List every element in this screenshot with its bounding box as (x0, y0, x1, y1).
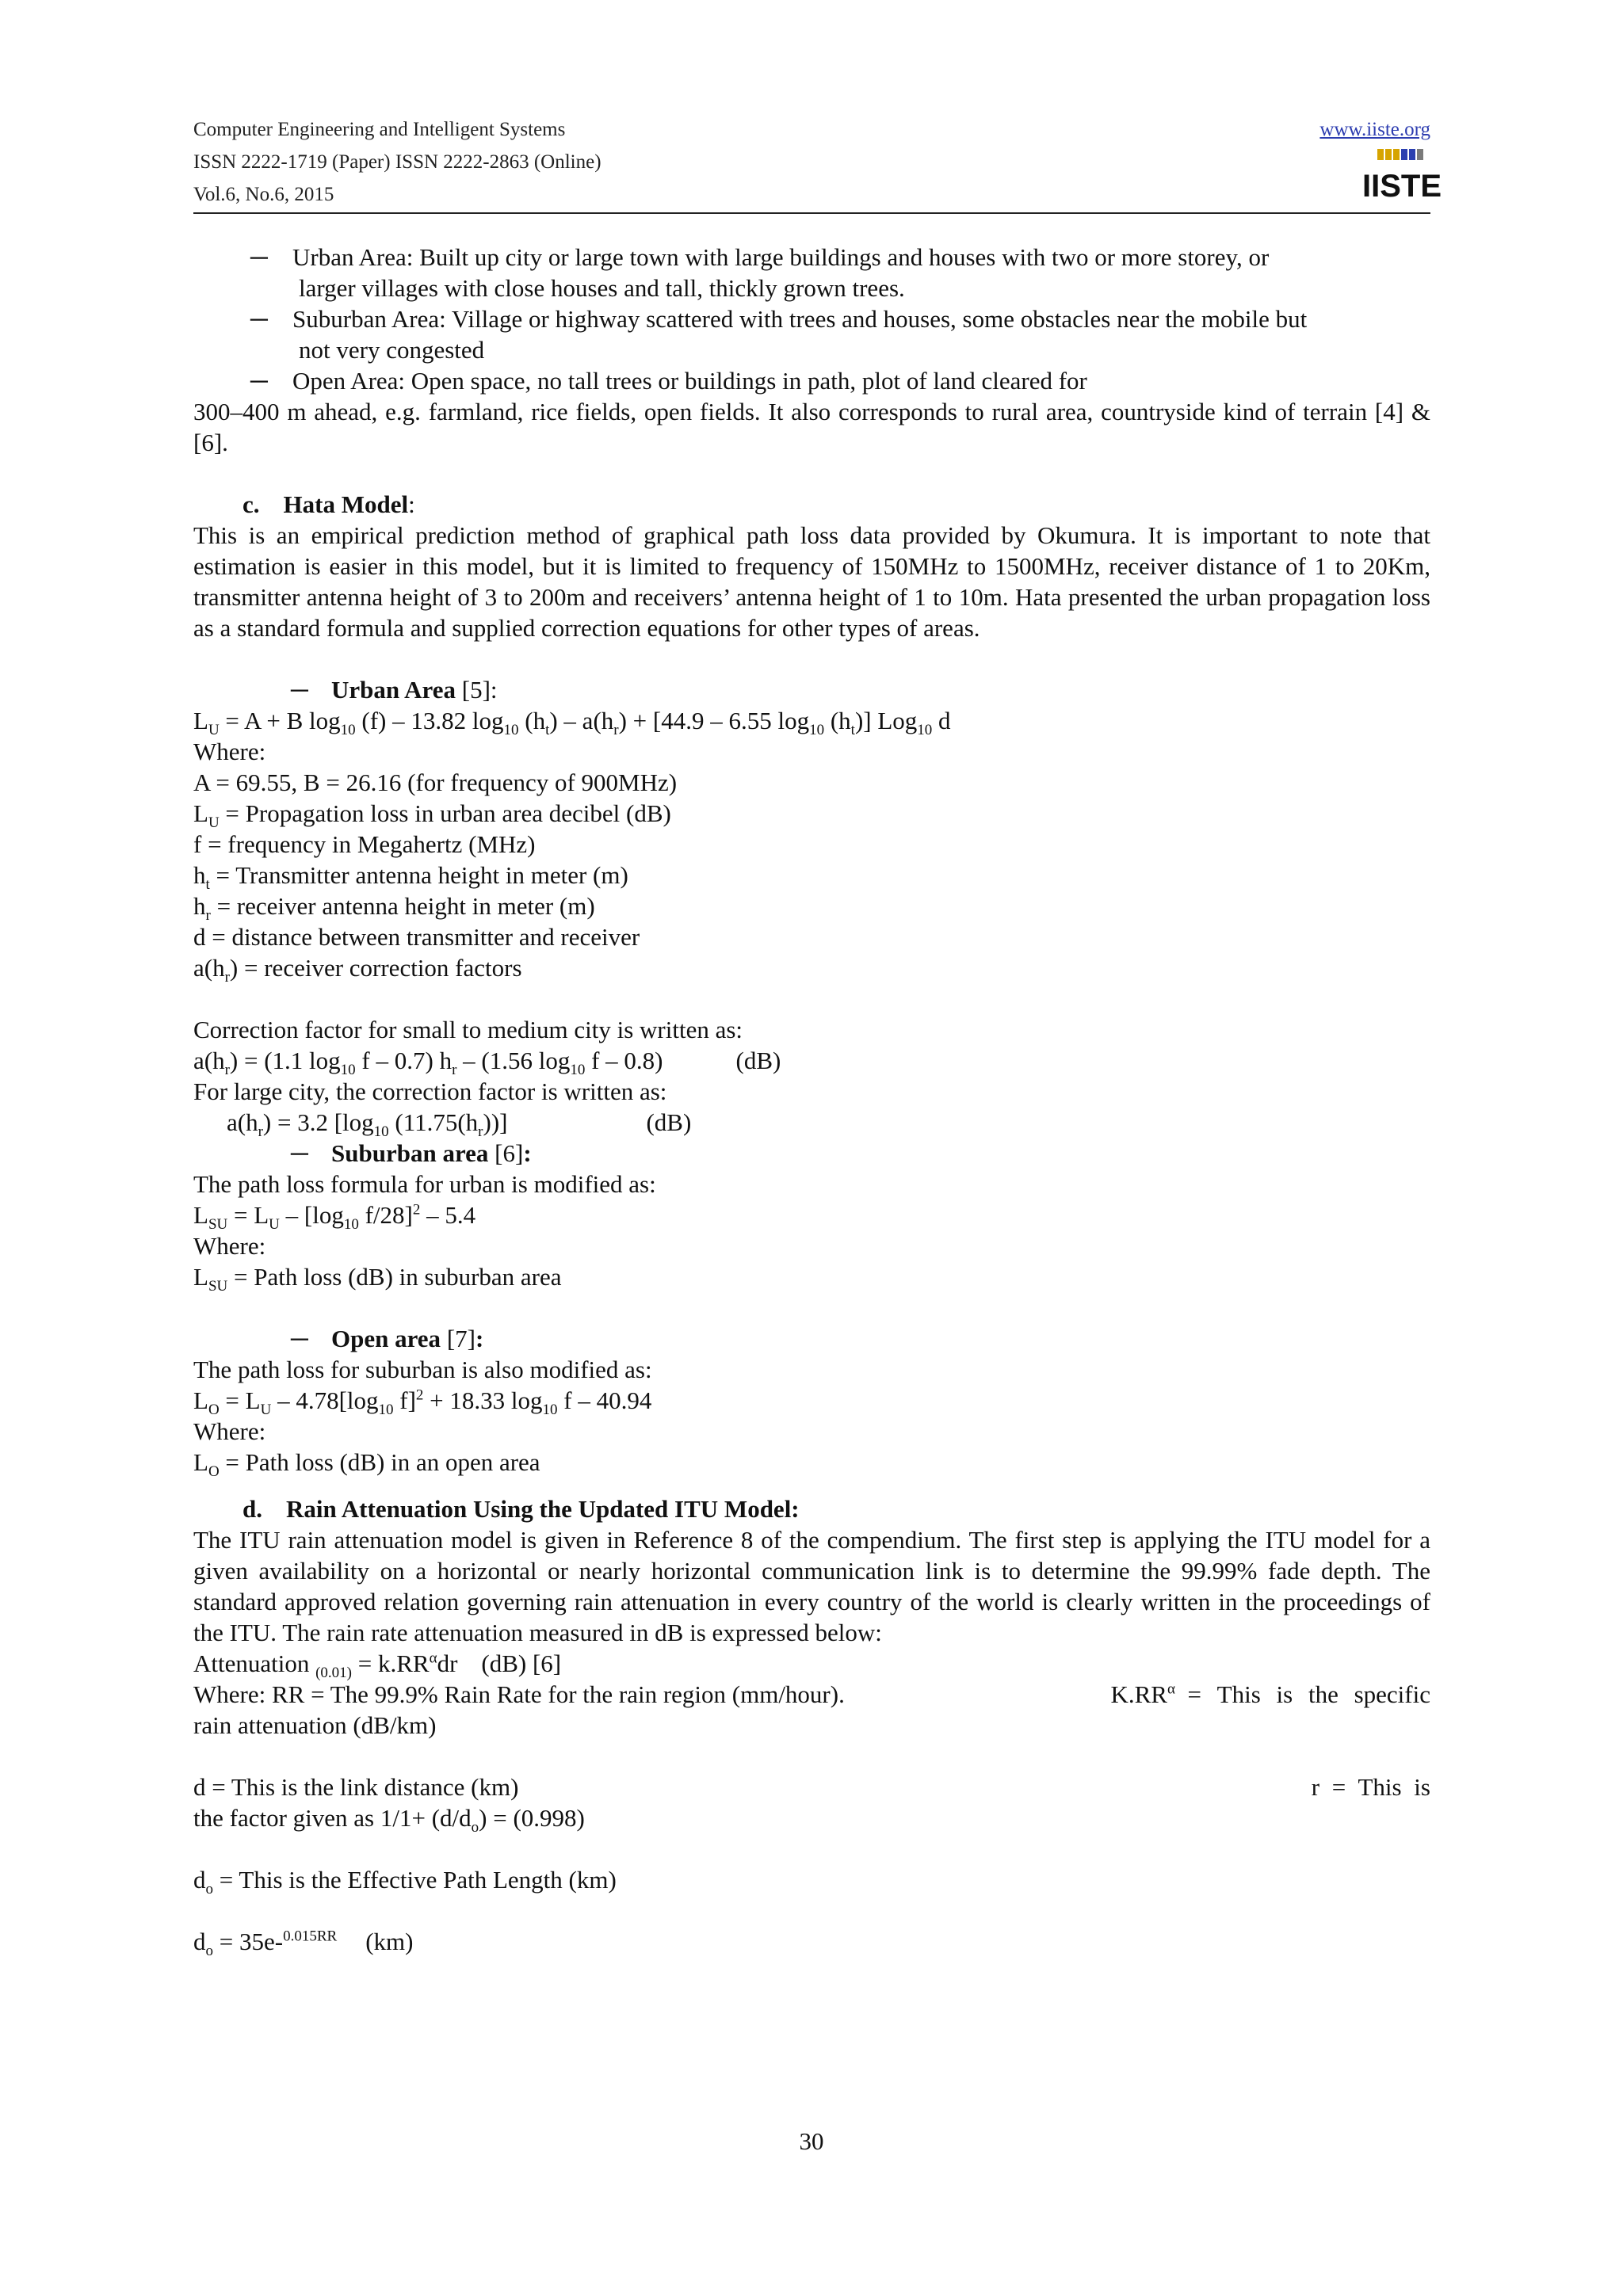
subheading-open: ─ Open area [7]: (291, 1325, 484, 1352)
def-ht: $h_t$ = Transmitter antenna height in meter (m) (193, 861, 628, 894)
def-a-b: A = 69.55, B = 26.16 (for frequency of 900MHz) (193, 769, 678, 796)
def-rr: Where: RR = The 99.9% Rain Rate for the rain region (mm/hour). $K.RR^\alpha$ = This is the specific (193, 1680, 1430, 1708)
def-lo: $L_O$ = Path loss (dB) in an open area (193, 1448, 540, 1481)
equation-urban-loss: $L_U = A + B$ $\log_{10} (f) - 13.82$ $\log_{10} (h_t) - a(h_r) + [44.9 - 6.55$ $\log_{10} (h_t)$] Log$_{10}$ d (193, 707, 951, 739)
equation-suburban: $L_{SU} = L_U - [\log_{10}$ f/28]$^2$ – 5.4 (193, 1201, 476, 1234)
equation-open: $L_O = L_U - 4.78[\log_{10}$ f]$^2$ + 18.33 $\log_{10} f - 40.94$ (193, 1386, 652, 1419)
list-item-urban: ─ Urban Area: Built up city or large town with large buildings and houses with two or more storey, or (250, 243, 1270, 271)
list-item-open: ─ Open Area: Open space, no tall trees or buildings in path, plot of land cleared for (250, 367, 1087, 395)
equation-correction-small: $a(h_r) = (1.1$ $\log_{10} f - 0.7$) $h_r - (1.56$ $\log_{10} f - 0.8$) (dB) (193, 1047, 781, 1079)
svg-text:IISTE: IISTE (1361, 169, 1442, 204)
def-d: d = distance between transmitter and receiver (193, 923, 640, 951)
journal-header (193, 113, 601, 211)
subheading-suburban: ─ Suburban area [6]: (291, 1139, 532, 1167)
journal-volume: Vol.6, No.6, 2015 (193, 184, 334, 205)
def-effective-path: $d_o$ = This is the Effective Path Length (km) (193, 1866, 617, 1898)
def-link-distance: d = This is the link distance (km) r = This is (193, 1773, 1430, 1801)
equation-correction-large: $a(h_r) = 3.2$ [$\log_{10}$ $(11.75(h_r))$] (dB) (227, 1108, 692, 1141)
page-number: 30 (799, 2127, 824, 2155)
header-rule (193, 212, 1430, 214)
list-item-suburban-cont: not very congested (299, 336, 485, 364)
correction-intro: Correction factor for small to medium city is written as: (193, 1016, 743, 1043)
list-item-suburban: ─ Suburban Area: Village or highway scattered with trees and houses, some obstacles near the mobile but (250, 305, 1308, 333)
def-factor: the factor given as $1/1+ (d/d_o) = (0.998)$ (193, 1804, 585, 1836)
journal-title: Computer Engineering and Intelligent Systems (193, 119, 566, 140)
subheading-urban: ─ Urban Area [5]: (291, 676, 498, 704)
equation-attenuation: Attenuation $_{(0.01)} = k.RR^\alpha dr$ (dB) [6] (193, 1650, 562, 1682)
def-lsu: $L_{SU}$ = Path loss (dB) in suburban area (193, 1263, 562, 1295)
def-rain-attenuation: rain attenuation (dB/km) (193, 1711, 437, 1739)
journal-url-link[interactable]: www.iiste.org (1319, 119, 1430, 140)
hata-intro-paragraph: This is an empirical prediction method of graphical path loss data provided by Okumura. It is important to note that estimation is easier in this model, but it is limited to frequency of 150MHz to 1500MHz, receiver distance of 1 to 20Km, transmitter antenna height of 3 to 200m and receivers’ antenna height of 1 to 10m. Hata presented the urban propagation loss as a standard formula and supplied correction equations for other types of areas. (193, 521, 1430, 642)
def-lu: $L_U$ = Propagation loss in urban area decibel (dB) (193, 799, 671, 832)
open-area-text: 300–400 m ahead, e.g. farmland, rice fields, open fields. It also corresponds to rural area, countryside kind of terrain [4] & [6]. (193, 398, 1430, 456)
journal-issn: ISSN 2222-1719 (Paper) ISSN 2222-2863 (Online) (193, 151, 601, 173)
open-intro: The path loss for suburban is also modified as: (193, 1356, 652, 1383)
where-label: Where: (193, 1417, 266, 1445)
equation-effective-path: $d_o = 35e-^{0.015RR}$ (km) (193, 1928, 414, 1960)
large-city-intro: For large city, the correction factor is written as: (193, 1077, 667, 1105)
def-f: f = frequency in Megahertz (MHz) (193, 830, 536, 858)
def-ahr: $a(h_r)$ = receiver correction factors (193, 954, 522, 986)
def-hr: $h_r$ = receiver antenna height in meter (m) (193, 892, 595, 925)
section-heading-itu: d. Rain Attenuation Using the Updated ITU Model: (242, 1495, 800, 1523)
where-label: Where: (193, 1232, 266, 1260)
itu-paragraph: The ITU rain attenuation model is given in Reference 8 of the compendium. The first step is applying the ITU model for a given availability on a horizontal or nearly horizontal communication link is to determine the 99.99% fade depth. The standard approved relation governing rain attenuation in every country of the world is clearly written in the proceedings of the ITU. The rain rate attenuation measured in dB is expressed below: (193, 1526, 1430, 1646)
section-heading-hata: c. Hata Model: (242, 490, 415, 518)
page-content (193, 242, 1430, 1960)
suburban-intro: The path loss formula for urban is modified as: (193, 1170, 656, 1198)
where-label: Where: (193, 738, 266, 765)
iiste-logo-icon (1361, 146, 1442, 204)
list-item-urban-cont: larger villages with close houses and tall, thickly grown trees. (299, 274, 905, 302)
